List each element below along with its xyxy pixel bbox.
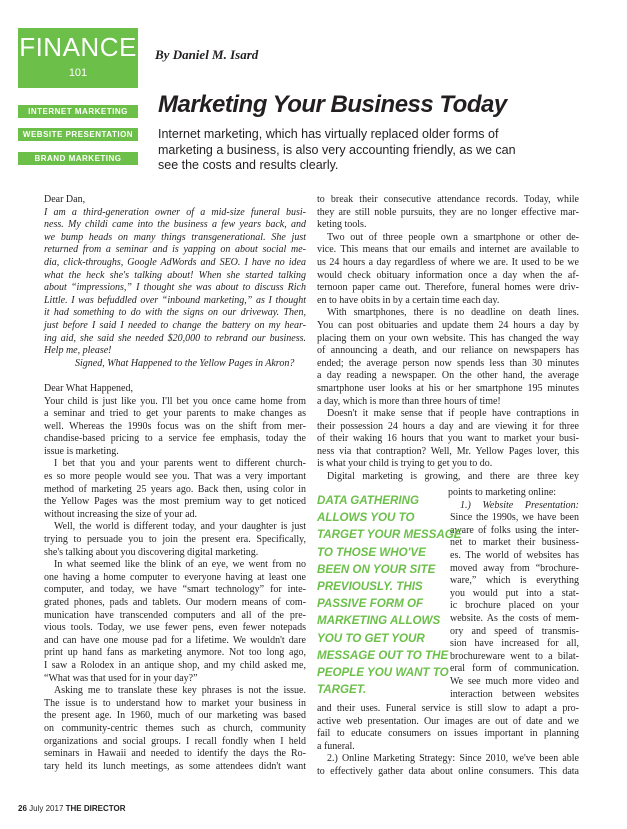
publication-name: THE DIRECTOR <box>65 804 126 813</box>
text-line: would check obituary information once a day when the af- <box>317 269 579 281</box>
text-line: organizations and social groups. I recall fondly when I held <box>44 735 306 747</box>
deck-line: see the costs and results clearly. <box>158 158 339 172</box>
text-line: of their waking 16 hours that you want to market your busi- <box>317 433 579 445</box>
pull-quote-line: MARKETING ALLOWS <box>317 614 441 628</box>
text-line: a day reading a newspaper. On the other hand, the average <box>317 370 579 382</box>
text-line: on community-centric themes such as church, community <box>44 722 306 734</box>
pull-quote-line: ALLOWS YOU TO <box>317 511 415 525</box>
text-line: With smartphones, there is no deadline on death lines. <box>327 307 579 319</box>
text-line: print up hand fans as marketing anymore. Not too long ago, <box>44 647 306 659</box>
article-headline: Marketing Your Business Today <box>158 91 507 118</box>
pull-quote-line: TARGET. <box>317 683 367 697</box>
text-line: what the heck she's talking about! When she started talking <box>44 269 306 281</box>
text-line: placing them on your own website. This has changed the way <box>317 332 579 344</box>
text-line: about “impressions,” I thought she was about to discuss Rich <box>44 282 306 294</box>
text-line: keting tools. <box>317 219 367 231</box>
section-title: FINANCE <box>19 32 137 62</box>
text-line: Signed, What Happened to the Yellow Pages in Akron? <box>75 357 295 369</box>
tag-brand-marketing: BRAND MARKETING <box>18 152 138 165</box>
issue-date: July 2017 <box>29 804 64 813</box>
byline: By Daniel M. Isard <box>155 47 259 62</box>
text-line: Well, the world is different today, and your daughter is just <box>54 521 306 533</box>
pull-quote-line: PEOPLE YOU WANT TO <box>317 666 449 680</box>
pull-quote-line: TO THOSE WHO'VE <box>317 545 426 559</box>
text-line: they are still noble pursuits, they are no longer effective mar- <box>317 206 579 218</box>
tag-internet-marketing: INTERNET MARKETING <box>18 105 138 118</box>
text-line: method of marketing 25 years ago. Back then, using color in <box>44 483 306 495</box>
text-line: Asking me to translate these key phrases is not the issue. <box>54 685 306 697</box>
pull-quote-line: PREVIOUSLY. THIS <box>317 580 423 594</box>
text-line: seminars in Hawaii and needed to identify the days the Ro- <box>44 748 306 760</box>
text-line: chandise-based pricing to a service fee emphasis, today the <box>44 433 306 445</box>
text-line: the Yellow Pages was the most premium way to get noticed <box>44 496 306 508</box>
text-line: points to marketing online: <box>448 487 557 498</box>
text-line: munication have transcended computers and all of the pre- <box>44 609 306 621</box>
pull-quote-line: DATA GATHERING <box>317 494 419 507</box>
text-line: we bump heads on many things transgenerational. She just <box>44 231 306 243</box>
text-line: active web presentation. Our images are out of date and we <box>317 715 579 727</box>
pull-quote-line: MESSAGE OUT TO THE <box>317 648 449 662</box>
text-line: smartphone user looks at his or her smartphone 195 minutes <box>317 382 579 394</box>
text-line: Doesn't it make sense that if people have contraptions in <box>327 408 579 420</box>
text-line: just before I said I needed to change the battery on my hear- <box>44 319 306 331</box>
text-line: dia, click-throughs, Google AdWords and SEO. I have no idea <box>44 256 306 268</box>
text-line: a funeral. <box>317 740 355 752</box>
text-line: ness via that contraption? Well, Mr. Yellow Pages lover, this <box>317 445 579 457</box>
text-line: without increasing the size of your ad. <box>44 508 198 520</box>
text-line: Little. I was befuddled over “inbound marketing,” as I thought <box>44 294 306 306</box>
text-line: I bet that you and your parents went to different church- <box>54 458 306 470</box>
text-line: Your child is just like you. I'll bet you once came home from <box>44 395 306 407</box>
text-line: eral form of communication. <box>450 663 579 675</box>
text-line: issue is marketing. <box>44 445 119 457</box>
text-line: a seminar and tried to get your parents to make changes as <box>44 408 306 420</box>
text-line: trying to persuade you to join the present era. Specifically, <box>44 534 306 546</box>
text-line: sion have increased for all, <box>450 638 579 650</box>
text-line <box>44 370 306 383</box>
text-line: moved away from “brochure- <box>450 562 579 574</box>
text-line: Dear Dan, <box>44 194 86 205</box>
text-line: es so more people would see you. That was a very important <box>44 471 306 483</box>
text-line: I am a third-generation owner of a mid-size funeral busi- <box>44 206 306 218</box>
text-line: vice. This means that our emails and internet are available to <box>317 244 579 256</box>
text-line: You can post obituaries and update them 24 hours a day by <box>317 319 579 331</box>
text-line: website. As the costs of mem- <box>450 612 579 624</box>
page-footer <box>18 804 125 813</box>
text-line: We see much more video and <box>450 675 579 687</box>
text-line: ness. My childi came into the business a few years back, and <box>44 219 306 231</box>
text-line: ory and speed of transmis- <box>450 625 579 637</box>
text-line: In what seemed like the blink of an eye, we went from no <box>54 559 306 571</box>
text-line: fail to educate consumers on issues important in planning <box>317 728 579 740</box>
text-line: brochureware went to a bilat- <box>450 650 579 662</box>
pull-quote-line: YOU TO GET YOUR <box>317 631 425 645</box>
text-line: ing aid, she said she needed $20,000 to rebrand our business. <box>44 332 306 344</box>
text-line: Digital marketing is growing, and there are three key <box>327 471 579 483</box>
section-badge <box>18 28 138 88</box>
text-line: is what your child is trying to get you to do. <box>317 458 493 470</box>
text-line: net to market their business- <box>450 537 579 549</box>
pull-quote-line: PASSIVE FORM OF <box>317 597 424 611</box>
text-line: the present age. In 1960, much of our marketing was based <box>44 710 306 722</box>
text-line: ic brochure placed on your <box>450 600 579 612</box>
left-column <box>44 194 306 773</box>
text-line: to break their consecutive attendance records. Today, while <box>317 194 579 205</box>
text-line: computer, and today, we have “smart technology” for inte- <box>44 584 306 596</box>
text-line: 2.) Online Marketing Strategy: Since 2010, we've been able <box>327 753 579 765</box>
text-line: 1.) Website Presentation: <box>460 499 579 511</box>
text-line: The issue is to understand how to market your business in <box>44 697 306 709</box>
deck-line: marketing a business, is also very accounting friendly, as we can <box>158 142 516 157</box>
text-line: their possession 24 hours a day and are viewing it for three <box>317 420 579 432</box>
text-line: es. The world of websites has <box>450 549 579 561</box>
text-line: and their uses. Funeral service is still slow to adapt a pro- <box>317 703 579 714</box>
text-line: “What was that used for in your day?” <box>44 672 198 684</box>
text-line: one having a home computer to everyone having at least one <box>44 571 306 583</box>
text-line: interaction between websites <box>450 688 579 700</box>
text-line: us 24 hours a day regardless of where we are. It used to be we <box>317 256 579 268</box>
text-line: tary held its lunch meetings, as some attendees didn't want <box>44 760 306 772</box>
text-line: you would put into a stat- <box>450 587 579 599</box>
tag-website-presentation: WEBSITE PRESENTATION <box>18 128 138 141</box>
text-line: a day, which is more than three hours of time! <box>317 395 501 407</box>
text-line: to effectively gather data about online consumers. This data <box>317 765 579 777</box>
right-column-top <box>317 194 579 484</box>
page-number: 26 <box>18 804 27 813</box>
text-line: Help me, please! <box>44 345 112 357</box>
text-line: aware of folks using the inter- <box>450 524 579 536</box>
text-line: vious tools. Today, we use fewer pens, even fewer notepads <box>44 622 306 634</box>
right-column-narrow <box>450 487 579 701</box>
text-line: I saw a Rolodex in an antique shop, and my child asked me, <box>44 659 306 671</box>
right-column-bottom <box>317 703 579 779</box>
text-line: Two out of three people own a smartphone or other de- <box>327 231 579 243</box>
pull-quote-line: TARGET YOUR MESSAGE <box>317 528 462 542</box>
text-line: ware,” which is everything <box>450 575 579 587</box>
article-deck <box>158 127 598 174</box>
text-line: grated phones, pads and tablets. Our modern means of com- <box>44 597 306 608</box>
text-line: well. Whereas the 1990s focus was on the shift from mer- <box>44 420 306 432</box>
pull-quote-line: BEEN ON YOUR SITE <box>317 562 436 576</box>
text-line: ternoon paper came out. Therefore, funeral homes were driv- <box>317 282 579 294</box>
text-line: and can have one mouse pad for a lifetime. We wouldn't dare <box>44 634 306 646</box>
text-line: Since the 1990s, we have been <box>450 512 579 524</box>
text-line: of announcing a death, and our reliance on newspapers has <box>317 345 579 357</box>
text-line: she's talking about you discovering digital marketing. <box>44 546 259 558</box>
text-line: it had something to do with the signs on our driveway. Then, <box>44 307 306 319</box>
text-line: ended; the average person now spends less than 30 minutes <box>317 357 579 369</box>
section-number: 101 <box>68 67 88 79</box>
pull-quote <box>317 492 462 698</box>
text-line: en to have obits in by a certain time each day. <box>317 294 500 306</box>
text-line: returned from a seminar and is yapping on about social me- <box>44 244 306 256</box>
text-line: Dear What Happened, <box>44 382 133 394</box>
deck-line: Internet marketing, which has virtually replaced older forms of <box>158 127 499 141</box>
